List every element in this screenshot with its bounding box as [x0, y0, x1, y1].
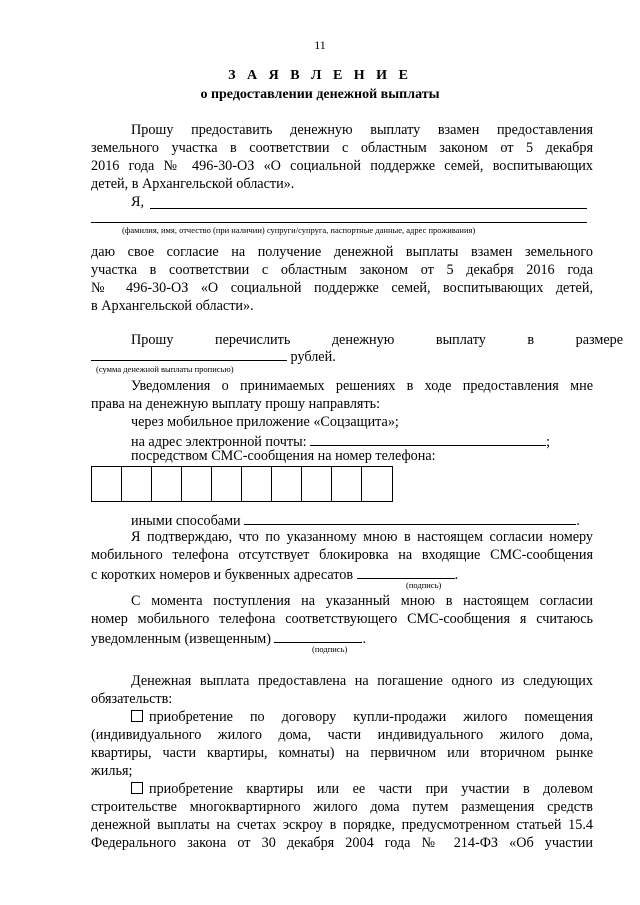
consent-line: участка в соответствии с областным законом от 5 декабря 2016 года [91, 262, 593, 278]
confirm-line: Я подтверждаю, что по указанному мною в настоящем согласии номеру [131, 529, 593, 545]
option-2-line: Федерального закона от 30 декабря 2004 года № 214-ФЗ «Об участии [91, 835, 593, 851]
other-ways-field[interactable] [244, 510, 576, 525]
option-1-first-line [91, 708, 593, 726]
document-title: З А Я В Л Е Н И Е [228, 68, 412, 83]
applicant-caption: (фамилия, имя, отчество (при наличии) супруги/супруга, паспортные данные, адрес проживания) [122, 225, 476, 235]
intro-line: 2016 года № 496-30-ОЗ «О социальной поддержке семей, воспитывающих [91, 158, 593, 174]
moment-line: уведомленным (извещенным) [91, 631, 271, 647]
consent-line: № 496-30-ОЗ «О социальной поддержке семей, воспитывающих детей, [91, 280, 593, 296]
consent-line: даю свое согласие на получение денежной выплаты взамен земельного [91, 244, 593, 260]
transfer-line: Прошу перечислить денежную выплату в размере [131, 332, 624, 348]
moment-line: С момента поступления на указанный мною в настоящем согласии [131, 593, 593, 609]
phone-digit-cell[interactable] [242, 467, 272, 501]
option-1-checkbox[interactable] [131, 710, 143, 722]
via-sms-label: посредством СМС-сообщения на номер телефона: [131, 448, 436, 464]
phone-digit-cell[interactable] [302, 467, 332, 501]
i-label: Я, [131, 194, 145, 210]
document-subtitle: о предоставлении денежной выплаты [200, 87, 440, 102]
notify-line: Уведомления о принимаемых решениях в ходе предоставления мне [131, 378, 593, 394]
confirm-line: с коротких номеров и буквенных адресатов [91, 567, 354, 583]
phone-number-grid[interactable] [91, 466, 393, 502]
phone-digit-cell[interactable] [152, 467, 182, 501]
via-app-option: через мобильное приложение «Соцзащита»; [131, 414, 399, 430]
applicant-details-field[interactable] [91, 222, 587, 223]
other-ways-line [91, 510, 593, 530]
option-2-text: приобретение квартиры или ее части при участии в долевом [149, 781, 593, 797]
phone-digit-cell[interactable] [332, 467, 362, 501]
moment-period: . [362, 631, 367, 647]
confirm-period: . [454, 567, 459, 583]
email-semicolon: ; [546, 434, 551, 450]
confirm-signature-line [91, 564, 593, 584]
applicant-name-field[interactable] [150, 208, 587, 209]
intro-line: земельного участка в соответствии с областным законом от 5 декабря [91, 140, 593, 156]
email-field[interactable] [310, 431, 546, 446]
phone-digit-cell[interactable] [182, 467, 212, 501]
phone-digit-cell[interactable] [212, 467, 242, 501]
option-1-text: приобретение по договору купли-продажи жилого помещения [149, 709, 593, 725]
option-1-line: квартиры, части квартиры, комнаты) на первичном или вторичном рынке [91, 745, 593, 761]
confirm-line: мобильного телефона отсутствует блокировка на входящие СМС-сообщения [91, 547, 593, 563]
purpose-line: Денежная выплата предоставлена на погашение одного из следующих [131, 673, 593, 689]
phone-digit-cell[interactable] [92, 467, 122, 501]
other-ways-label: иными способами [131, 513, 241, 529]
amount-field[interactable] [91, 346, 287, 361]
moment-signature-field[interactable] [274, 628, 362, 643]
intro-line: детей, в Архангельской области». [91, 176, 295, 192]
via-email-label: на адрес электронной почты: [131, 434, 307, 450]
consent-line: в Архангельской области». [91, 298, 254, 314]
option-2-line: строительстве многоквартирного жилого дома путем размещения средств [91, 799, 593, 815]
signature-caption: (подпись) [312, 644, 348, 654]
purpose-line: обязательств: [91, 691, 173, 707]
moment-line: номер мобильного телефона соответствующего СМС-сообщения я считаюсь [91, 611, 593, 627]
phone-digit-cell[interactable] [122, 467, 152, 501]
notify-line: права на денежную выплату прошу направлять: [91, 396, 381, 412]
phone-digit-cell[interactable] [272, 467, 302, 501]
phone-digit-cell[interactable] [362, 467, 392, 501]
signature-caption: (подпись) [406, 580, 442, 590]
intro-line: Прошу предоставить денежную выплату взамен предоставления [131, 122, 593, 138]
page-number: 11 [314, 38, 326, 52]
amount-caption: (сумма денежной выплаты прописью) [96, 364, 234, 374]
option-1-line: (индивидуального жилого дома, части индивидуального жилого дома, [91, 727, 593, 743]
confirm-signature-field[interactable] [357, 564, 455, 579]
rubles-label: рублей. [290, 349, 336, 365]
option-2-first-line [91, 780, 593, 798]
option-1-line: жилья; [91, 763, 133, 779]
other-ways-period: . [576, 513, 580, 529]
option-2-line: денежной выплаты на счетах эскроу в порядке, предусмотренном статьей 15.4 [91, 817, 593, 833]
option-2-checkbox[interactable] [131, 782, 143, 794]
amount-line [91, 346, 593, 366]
